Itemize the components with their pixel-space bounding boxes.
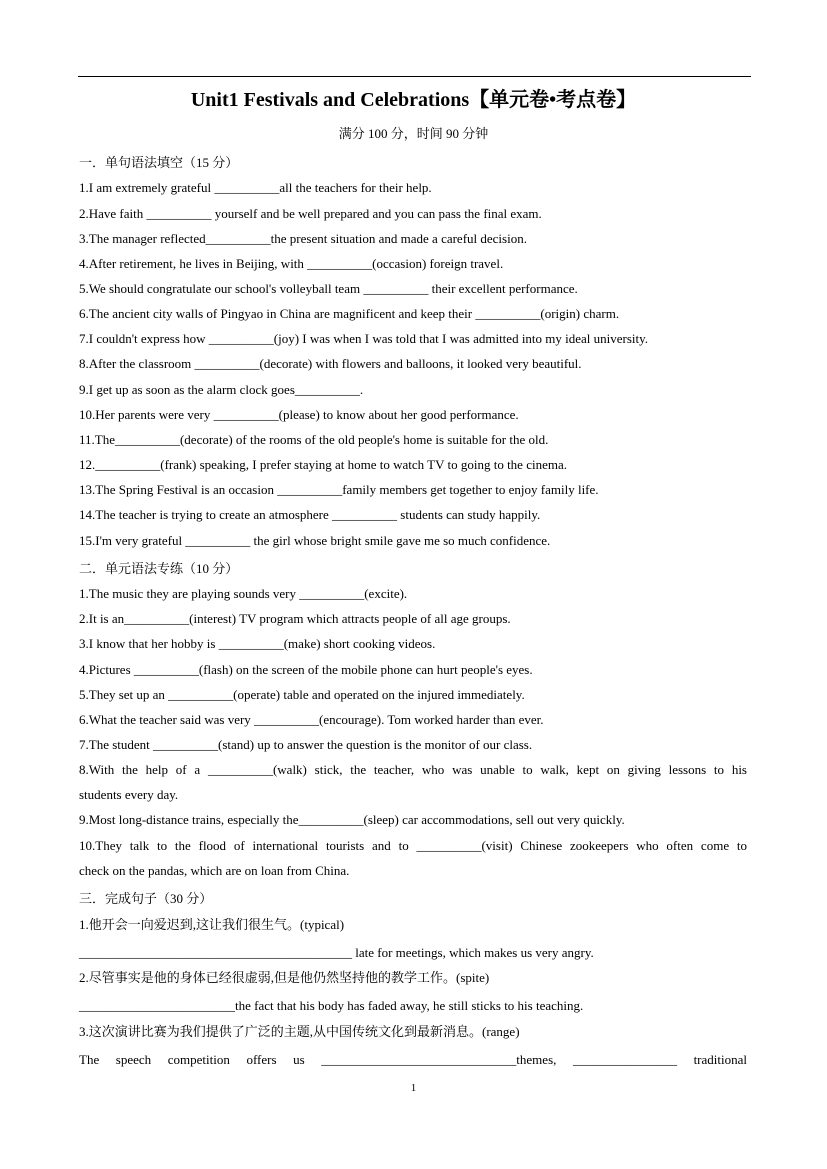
question-line: 7.I couldn't express how __________(joy) I was when I was told that I was admitted into my ideal university. bbox=[79, 331, 649, 346]
question-line: 14.The teacher is trying to create an atmosphere __________ students can study happily. bbox=[79, 507, 541, 522]
question-line: 8.After the classroom __________(decorate) with flowers and balloons, it looked very beautiful. bbox=[79, 356, 582, 371]
question-line-continued: students every day. bbox=[79, 787, 179, 802]
question-line: 12.__________(frank) speaking, I prefer staying at home to watch TV to going to the cinema. bbox=[79, 457, 567, 472]
question-line: 7.The student __________(stand) up to answer the question is the monitor of our class. bbox=[79, 737, 533, 752]
question-line: 15.I'm very grateful __________ the girl whose bright smile gave me so much confidence. bbox=[79, 533, 551, 548]
page-subtitle: 满分 100 分，时间 90 分钟 bbox=[338, 126, 489, 141]
question-line: 9.Most long-distance trains, especially the__________(sleep) car accommodations, sell out very quickly. bbox=[79, 812, 625, 827]
question-line: 2.It is an__________(interest) TV program which attracts people of all age groups. bbox=[79, 611, 511, 626]
question-line: 3.I know that her hobby is __________(make) short cooking videos. bbox=[79, 636, 436, 651]
question-line: 10.They talk to the flood of international tourists and to __________(visit) Chinese zookeepers who often come to bbox=[79, 838, 747, 853]
question-line: 5.They set up an __________(operate) table and operated on the injured immediately. bbox=[79, 687, 525, 702]
section-heading-3: 三．完成句子（30 分） bbox=[79, 891, 213, 906]
page-title: Unit1 Festivals and Celebrations【单元卷•考点卷】 bbox=[190, 89, 637, 111]
question-line: 11.The__________(decorate) of the rooms of the old people's home is suitable for the old. bbox=[79, 432, 549, 447]
question-line: 6.The ancient city walls of Pingyao in China are magnificent and keep their __________(origin) charm. bbox=[79, 306, 620, 321]
question-line-continued: check on the pandas, which are on loan from China. bbox=[79, 863, 350, 878]
question-line: 13.The Spring Festival is an occasion __________family members get together to enjoy family life. bbox=[79, 482, 599, 497]
question-line: 6.What the teacher said was very __________(encourage). Tom worked harder than ever. bbox=[79, 712, 544, 727]
answer-line: The speech competition offers us ______________________________themes, ________________ traditional bbox=[79, 1052, 747, 1067]
question-prompt: 3.这次演讲比赛为我们提供了广泛的主题,从中国传统文化到最新消息。(range) bbox=[79, 1024, 520, 1039]
question-line: 3.The manager reflected__________the present situation and made a careful decision. bbox=[79, 231, 527, 246]
question-prompt: 1.他开会一向爱迟到,这让我们很生气。(typical) bbox=[79, 917, 345, 932]
question-prompt: 2.尽管事实是他的身体已经很虚弱,但是他仍然坚持他的教学工作。(spite) bbox=[79, 970, 490, 985]
question-line: 1.I am extremely grateful __________all the teachers for their help. bbox=[79, 180, 432, 195]
answer-line: ________________________the fact that his body has faded away, he still sticks to his teaching. bbox=[79, 998, 584, 1013]
question-line: 1.The music they are playing sounds very __________(excite). bbox=[79, 586, 408, 601]
question-line: 9.I get up as soon as the alarm clock goes__________. bbox=[79, 382, 364, 397]
answer-line: __________________________________________ late for meetings, which makes us very angry. bbox=[79, 945, 594, 960]
header-rule bbox=[78, 76, 751, 77]
question-line: 10.Her parents were very __________(please) to know about her good performance. bbox=[79, 407, 519, 422]
question-line: 5.We should congratulate our school's volleyball team __________ their excellent performance. bbox=[79, 281, 578, 296]
question-line: 4.Pictures __________(flash) on the screen of the mobile phone can hurt people's eyes. bbox=[79, 662, 533, 677]
question-line: 8.With the help of a __________(walk) stick, the teacher, who was unable to walk, kept on giving lessons to his bbox=[79, 762, 747, 777]
page-number: 1 bbox=[410, 1082, 417, 1094]
section-heading-1: 一．单句语法填空（15 分） bbox=[79, 155, 239, 170]
question-line: 4.After retirement, he lives in Beijing, with __________(occasion) foreign travel. bbox=[79, 256, 504, 271]
section-heading-2: 二．单元语法专练（10 分） bbox=[79, 561, 239, 576]
question-line: 2.Have faith __________ yourself and be well prepared and you can pass the final exam. bbox=[79, 206, 542, 221]
